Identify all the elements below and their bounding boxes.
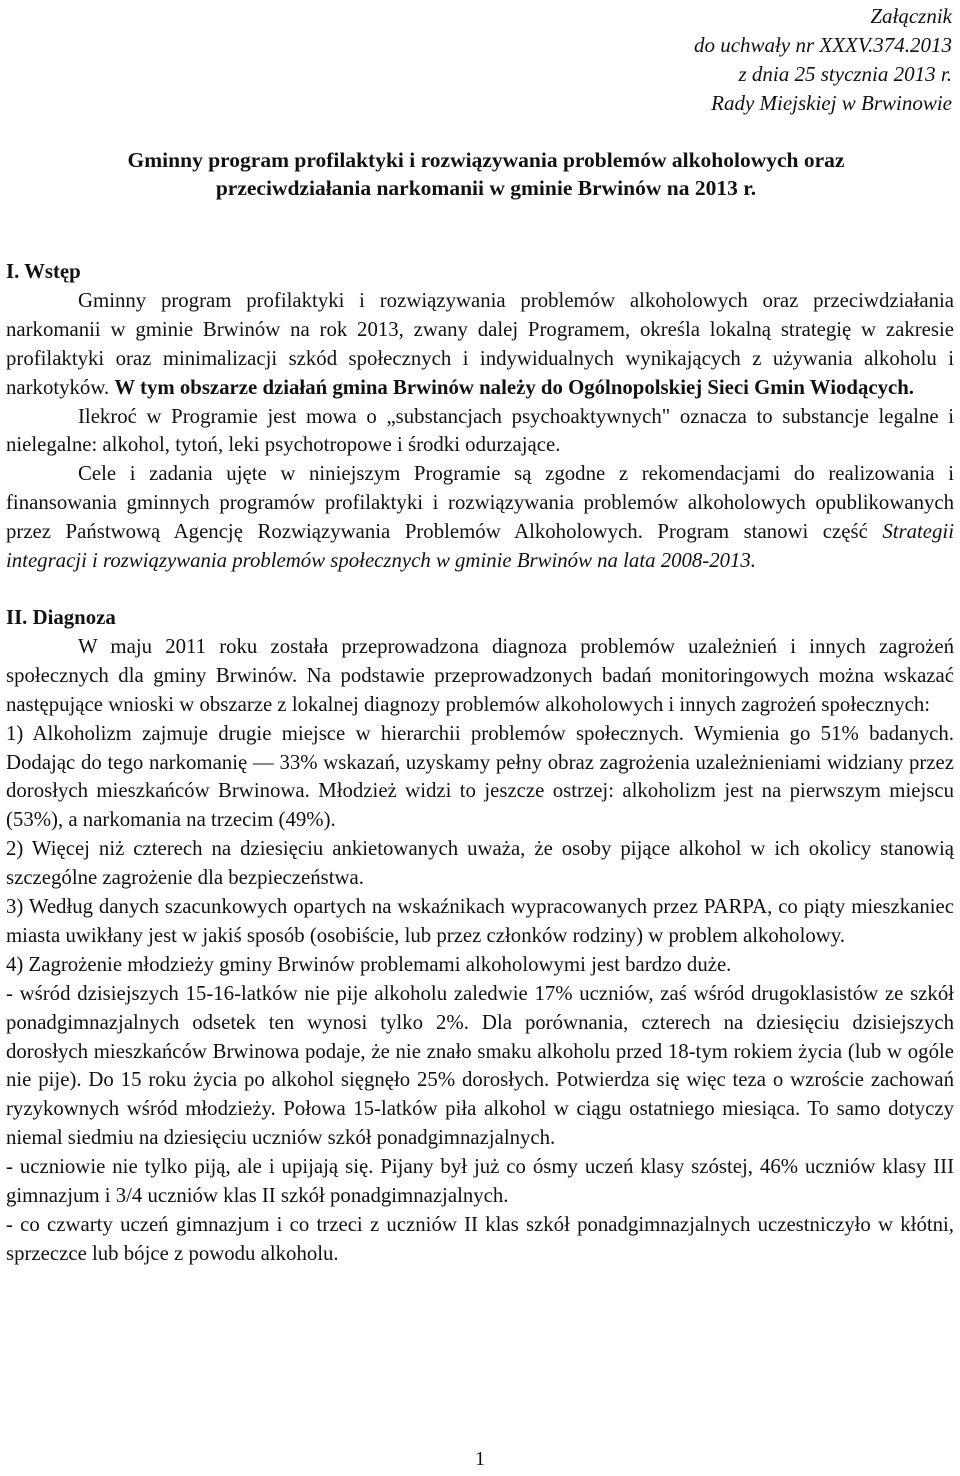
diagnosis-dash-3: - co czwarty uczeń gimnazjum i co trzeci z uczniów II klas szkół ponadgimnazjalnych uczestniczyło w kłótni, sprzeczce lub bójce z powodu alkoholu. [6, 1213, 954, 1265]
title-line-2: przeciwdziałania narkomanii w gminie Brwinów na 2013 r. [215, 176, 757, 200]
document-title [56, 146, 916, 202]
annex-line-2: do uchwały nr XXXV.374.2013 [693, 33, 952, 57]
title-line-1: Gminny program profilaktyki i rozwiązywania problemów alkoholowych oraz [127, 148, 845, 172]
diagnosis-item-4: 4) Zagrożenie młodzieży gminy Brwinów problemami alkoholowymi jest bardzo duże. [6, 952, 732, 976]
intro-paragraph-1 [6, 287, 954, 403]
annex-line-1: Załącznik [870, 4, 952, 28]
diagnosis-item-3: 3) Według danych szacunkowych opartych na wskaźnikach wypracowanych przez PARPA, co piąty mieszkaniec miasta uwikłany jest w jakiś sposób (osobiście, lub przez członków rodziny) w problem alkoholowy. [6, 895, 954, 947]
intro-paragraph-3 [6, 460, 954, 576]
diagnosis-dash-2: - uczniowie nie tylko piją, ale i upijają się. Pijany był już co ósmy uczeń klasy szóstej, 46% uczniów klasy III gimnazjum i 3/4 uczniów klas II szkół ponadgimnazjalnych. [6, 1155, 954, 1208]
diagnosis-item-1: 1) Alkoholizm zajmuje drugie miejsce w hierarchii problemów społecznych. Wymienia go 51% badanych. Dodając do tego narkomanię — 33% wskazań, uzyskamy pełny obraz zagrożenia uzależnieniami widziany przez dorosłych mieszkańców Brwinowa. Młodzież widzi to jeszcze ostrzej: alkoholizm jest na pierwszym miejscu (53%), a narkomania na trzecim (49%). [6, 721, 954, 832]
intro-p3-text: Cele i zadania ujęte w niniejszym Programie są zgodne z rekomendacjami do realizowania i finansowania gminnych programów profilaktyki i rozwiązywania problemów alkoholowych opublikowanych przez Państwową Agencję Rozwiązywania Problemów Alkoholowych. Program stanowi część [6, 462, 954, 544]
diagnosis-item-2: 2) Więcej niż czterech na dziesięciu ankietowanych uważa, że osoby pijące alkohol w ich okolicy stanowią szczególne zagrożenie dla bezpieczeństwa. [6, 837, 954, 890]
document-body [6, 258, 954, 1269]
diagnosis-paragraph-1: W maju 2011 roku została przeprowadzona diagnoza problemów uzależnień i innych zagrożeń społecznych dla gminy Brwinów. Na podstawie przeprowadzonych badań monitoringowych można wskazać następujące wnioski w obszarze z lokalnej diagnozy problemów alkoholowych i innych zagrożeń społecznych: [6, 634, 954, 716]
section-spacer [6, 576, 954, 604]
annex-header [694, 2, 952, 118]
diagnosis-dash-1: - wśród dzisiejszych 15-16-latków nie pije alkoholu zaledwie 17% uczniów, zaś wśród drugoklasistów ze szkół ponadgimnazjalnych odsetek ten wynosi tylko 2%. Dla porównania, czterech na dziesięciu dzisiejszych dorosłych mieszkańców Brwinowa podaje, że nie znało smaku alkoholu przed 18-tym rokiem życia (lub w ogóle nie pije). Do 15 roku życia po alkohol sięgnęło 25% dorosłych. Potwierdza się więc teza o wzroście zachowań ryzykownych wśród młodzieży. Połowa 15-latków piła alkohol w ciągu ostatniego miesiąca. To samo dotyczy niemal siedmiu na dziesięciu uczniów szkół ponadgimnazjalnych. [6, 981, 954, 1150]
intro-paragraph-2: Ilekroć w Programie jest mowa o „substancjach psychoaktywnych" oznacza to substancje legalne i nielegalne: alkohol, tytoń, leki psychotropowe i środki odurzające. [6, 404, 954, 457]
annex-line-3: z dnia 25 stycznia 2013 r. [738, 62, 952, 86]
section-heading-diagnosis: II. Diagnoza [6, 605, 116, 629]
intro-p1-bold: W tym obszarze działań gmina Brwinów należy do Ogólnopolskiej Sieci Gmin Wiodących. [114, 375, 914, 399]
page-number: 1 [475, 1448, 485, 1470]
section-heading-intro: I. Wstęp [6, 260, 81, 283]
intro-p3-italic: Strategii integracji i rozwiązywania problemów społecznych w gminie Brwinów na lata 2008-2013. [6, 520, 954, 573]
annex-line-4: Rady Miejskiej w Brwinowie [711, 91, 952, 115]
intro-p1-text: Gminny program profilaktyki i rozwiązywania problemów alkoholowych oraz przeciwdziałania narkomanii w gminie Brwinów na rok 2013, zwany dalej Programem, określa lokalną strategię w zakresie profilaktyki oraz minimalizacji szkód społecznych i indywidualnych wynikających z używania alkoholu i narkotyków. [6, 288, 954, 399]
